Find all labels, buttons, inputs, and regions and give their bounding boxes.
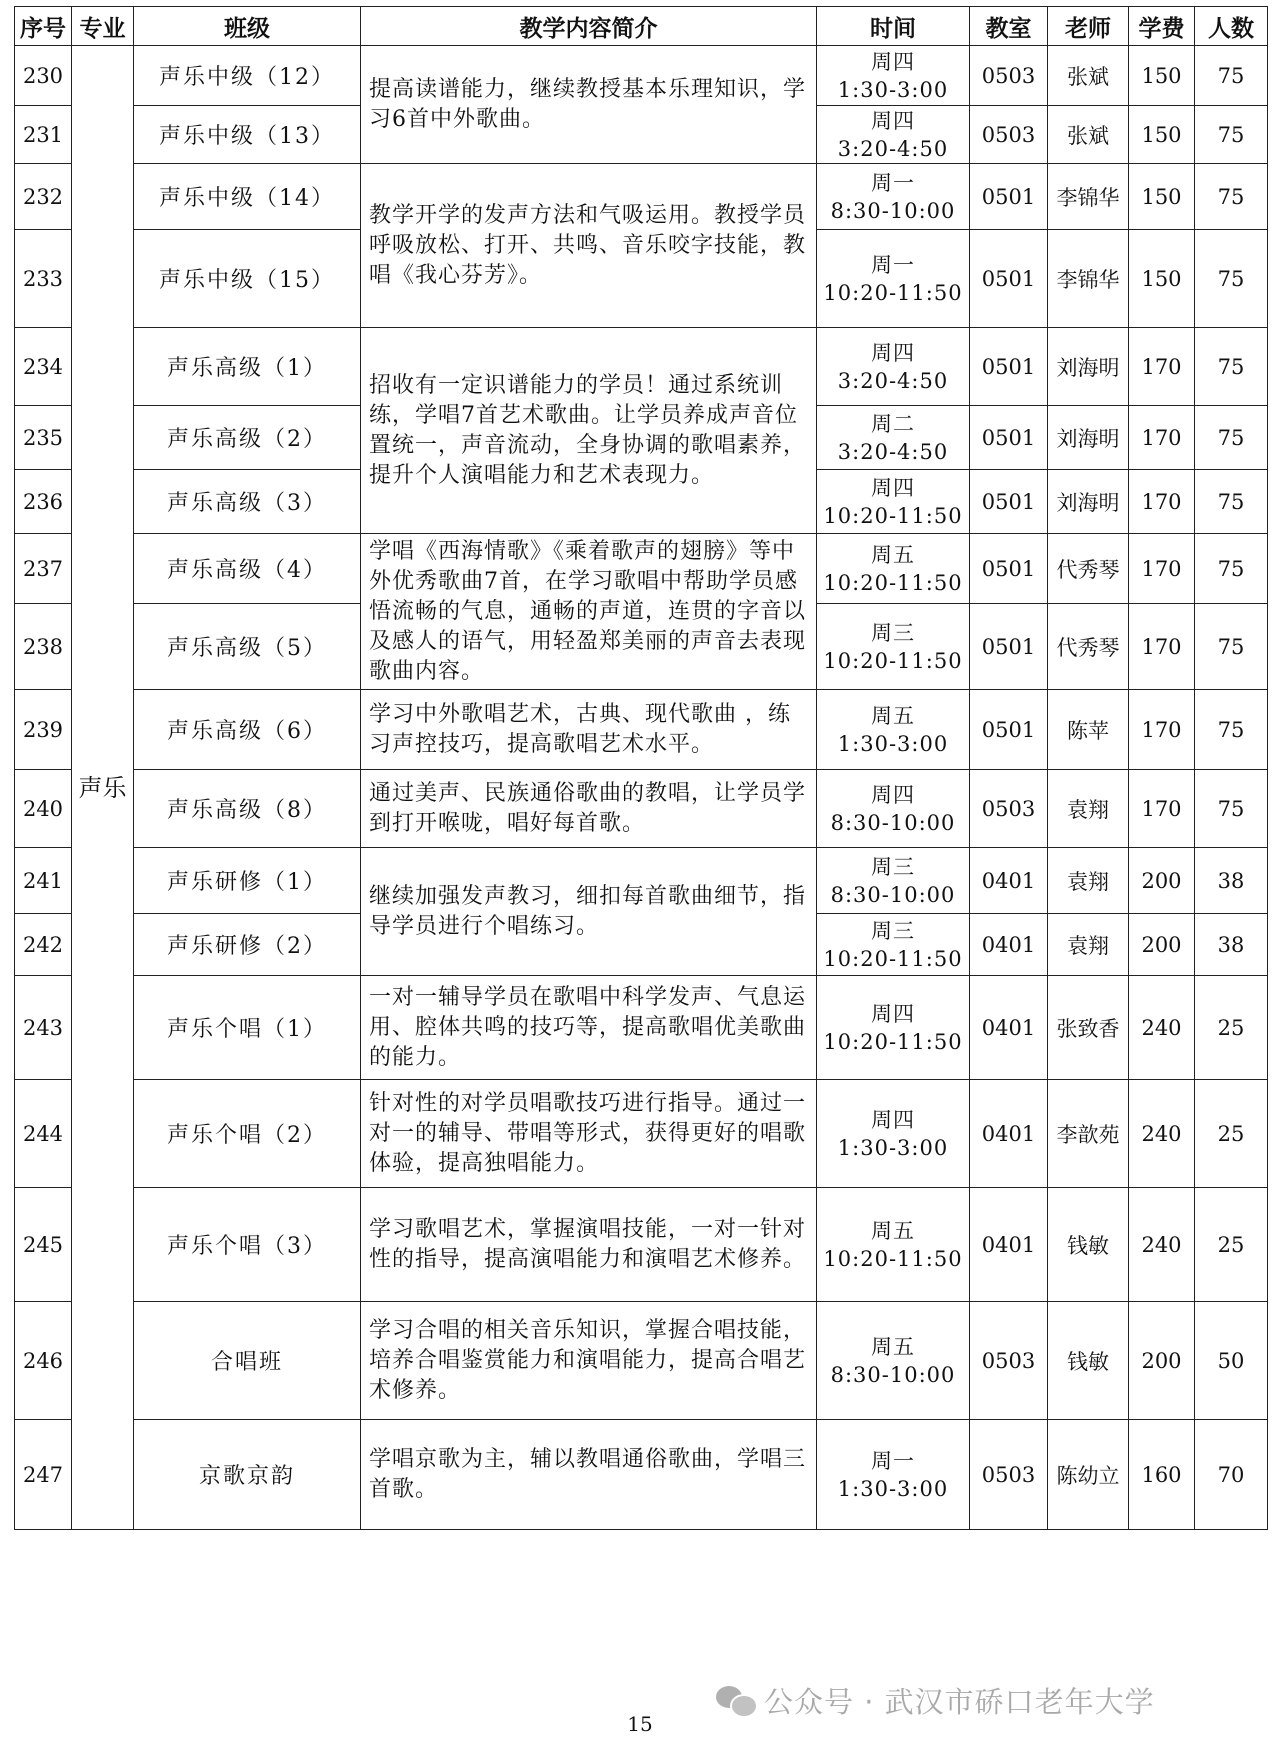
time-cell xyxy=(817,1302,970,1420)
class-name: 声乐中级（14） xyxy=(134,164,361,230)
row-number: 247 xyxy=(15,1420,72,1530)
row-number: 246 xyxy=(15,1302,72,1420)
table-row xyxy=(15,1420,1268,1530)
teacher-cell: 李锦华 xyxy=(1048,164,1129,230)
room-cell: 0503 xyxy=(970,770,1048,848)
fee-cell: 150 xyxy=(1129,164,1195,230)
time-cell xyxy=(817,976,970,1080)
description-cell: 学习歌唱艺术，掌握演唱技能，一对一针对性的指导，提高演唱能力和演唱艺术修养。 xyxy=(361,1188,817,1302)
count-cell: 75 xyxy=(1195,46,1268,106)
row-number: 234 xyxy=(15,328,72,406)
weekday: 周五 xyxy=(871,1218,915,1243)
row-number: 232 xyxy=(15,164,72,230)
teacher-cell: 张斌 xyxy=(1048,106,1129,164)
time-range: 8:30-10:00 xyxy=(830,810,956,835)
header-row xyxy=(15,7,1268,46)
time-cell xyxy=(817,328,970,406)
time-cell xyxy=(817,914,970,976)
count-cell: 75 xyxy=(1195,770,1268,848)
row-number: 230 xyxy=(15,46,72,106)
time-range: 10:20-11:50 xyxy=(823,280,963,305)
time-cell xyxy=(817,1420,970,1530)
time-range: 1:30-3:00 xyxy=(837,1135,949,1160)
weekday: 周四 xyxy=(871,49,915,74)
room-cell: 0501 xyxy=(970,164,1048,230)
row-number: 241 xyxy=(15,848,72,914)
class-name: 声乐研修（1） xyxy=(134,848,361,914)
time-cell xyxy=(817,406,970,470)
class-name: 声乐高级（4） xyxy=(134,534,361,604)
time-cell xyxy=(817,164,970,230)
page-number: 15 xyxy=(627,1712,653,1736)
weekday: 周五 xyxy=(871,703,915,728)
row-number: 238 xyxy=(15,604,72,690)
weekday: 周三 xyxy=(871,620,915,645)
description-cell: 针对性的对学员唱歌技巧进行指导。通过一对一的辅导、带唱等形式，获得更好的唱歌体验，提高独唱能力。 xyxy=(361,1080,817,1188)
teacher-cell: 刘海明 xyxy=(1048,328,1129,406)
count-cell: 25 xyxy=(1195,1080,1268,1188)
header-no: 序号 xyxy=(15,7,72,46)
description-cell: 继续加强发声教习，细扣每首歌曲细节，指导学员进行个唱练习。 xyxy=(361,848,817,976)
weekday: 周五 xyxy=(871,542,915,567)
time-range: 1:30-3:00 xyxy=(837,77,949,102)
teacher-cell: 袁翔 xyxy=(1048,770,1129,848)
time-range: 10:20-11:50 xyxy=(823,503,963,528)
count-cell: 75 xyxy=(1195,690,1268,770)
fee-cell: 240 xyxy=(1129,1080,1195,1188)
table-row xyxy=(15,770,1268,848)
time-range: 10:20-11:50 xyxy=(823,1246,963,1271)
teacher-cell: 刘海明 xyxy=(1048,406,1129,470)
teacher-cell: 钱敏 xyxy=(1048,1188,1129,1302)
teacher-cell: 张致香 xyxy=(1048,976,1129,1080)
class-name: 京歌京韵 xyxy=(134,1420,361,1530)
weekday: 周四 xyxy=(871,1001,915,1026)
count-cell: 50 xyxy=(1195,1302,1268,1420)
count-cell: 38 xyxy=(1195,848,1268,914)
class-name: 声乐中级（15） xyxy=(134,230,361,328)
fee-cell: 200 xyxy=(1129,914,1195,976)
weekday: 周四 xyxy=(871,1107,915,1132)
time-cell xyxy=(817,604,970,690)
table-row xyxy=(15,1302,1268,1420)
count-cell: 70 xyxy=(1195,1420,1268,1530)
count-cell: 75 xyxy=(1195,470,1268,534)
room-cell: 0401 xyxy=(970,1188,1048,1302)
header-room: 教室 xyxy=(970,7,1048,46)
room-cell: 0503 xyxy=(970,1302,1048,1420)
watermark-text: 公众号 · 武汉市硚口老年大学 xyxy=(764,1684,1155,1719)
description-cell: 学唱京歌为主，辅以教唱通俗歌曲，学唱三首歌。 xyxy=(361,1420,817,1530)
description-cell: 学习合唱的相关音乐知识，掌握合唱技能，培养合唱鉴赏能力和演唱能力，提高合唱艺术修养。 xyxy=(361,1302,817,1420)
header-fee: 学费 xyxy=(1129,7,1195,46)
description-cell: 学习中外歌唱艺术，古典、现代歌曲 ，练习声控技巧，提高歌唱艺术水平。 xyxy=(361,690,817,770)
class-name: 声乐高级（1） xyxy=(134,328,361,406)
weekday: 周四 xyxy=(871,108,915,133)
room-cell: 0503 xyxy=(970,46,1048,106)
teacher-cell: 刘海明 xyxy=(1048,470,1129,534)
time-range: 3:20-4:50 xyxy=(837,136,949,161)
class-name: 声乐中级（13） xyxy=(134,106,361,164)
time-range: 10:20-11:50 xyxy=(823,946,963,971)
description-cell: 通过美声、民族通俗歌曲的教唱，让学员学到打开喉咙，唱好每首歌。 xyxy=(361,770,817,848)
fee-cell: 170 xyxy=(1129,534,1195,604)
major-cell: 声乐 xyxy=(72,46,134,1530)
weekday: 周三 xyxy=(871,918,915,943)
header-time: 时间 xyxy=(817,7,970,46)
header-class: 班级 xyxy=(134,7,361,46)
row-number: 243 xyxy=(15,976,72,1080)
header-count: 人数 xyxy=(1195,7,1268,46)
class-name: 声乐个唱（2） xyxy=(134,1080,361,1188)
row-number: 237 xyxy=(15,534,72,604)
fee-cell: 170 xyxy=(1129,770,1195,848)
room-cell: 0401 xyxy=(970,914,1048,976)
class-name: 声乐高级（8） xyxy=(134,770,361,848)
weekday: 周四 xyxy=(871,475,915,500)
count-cell: 25 xyxy=(1195,1188,1268,1302)
fee-cell: 240 xyxy=(1129,976,1195,1080)
description-cell: 招收有一定识谱能力的学员！通过系统训练，学唱7首艺术歌曲。让学员养成声音位置统一，声音流动，全身协调的歌唱素养，提升个人演唱能力和艺术表现力。 xyxy=(361,328,817,534)
row-number: 245 xyxy=(15,1188,72,1302)
table-row xyxy=(15,1188,1268,1302)
description-cell: 提高读谱能力，继续教授基本乐理知识，学习6首中外歌曲。 xyxy=(361,46,817,164)
count-cell: 75 xyxy=(1195,230,1268,328)
table-row xyxy=(15,1080,1268,1188)
time-range: 3:20-4:50 xyxy=(837,439,949,464)
count-cell: 75 xyxy=(1195,406,1268,470)
table-row xyxy=(15,976,1268,1080)
row-number: 239 xyxy=(15,690,72,770)
fee-cell: 170 xyxy=(1129,328,1195,406)
room-cell: 0501 xyxy=(970,328,1048,406)
count-cell: 38 xyxy=(1195,914,1268,976)
table-row xyxy=(15,690,1268,770)
course-schedule-table xyxy=(14,6,1268,1530)
row-number: 242 xyxy=(15,914,72,976)
class-name: 声乐个唱（3） xyxy=(134,1188,361,1302)
weekday: 周五 xyxy=(871,1334,915,1359)
teacher-cell: 钱敏 xyxy=(1048,1302,1129,1420)
teacher-cell: 陈幼立 xyxy=(1048,1420,1129,1530)
count-cell: 75 xyxy=(1195,534,1268,604)
row-number: 244 xyxy=(15,1080,72,1188)
room-cell: 0401 xyxy=(970,1080,1048,1188)
time-cell xyxy=(817,534,970,604)
room-cell: 0401 xyxy=(970,848,1048,914)
time-cell xyxy=(817,106,970,164)
weekday: 周一 xyxy=(871,1448,915,1473)
time-range: 10:20-11:50 xyxy=(823,648,963,673)
row-number: 236 xyxy=(15,470,72,534)
room-cell: 0501 xyxy=(970,534,1048,604)
class-name: 声乐高级（3） xyxy=(134,470,361,534)
teacher-cell: 张斌 xyxy=(1048,46,1129,106)
fee-cell: 200 xyxy=(1129,848,1195,914)
fee-cell: 150 xyxy=(1129,46,1195,106)
count-cell: 75 xyxy=(1195,164,1268,230)
time-cell xyxy=(817,230,970,328)
time-cell xyxy=(817,470,970,534)
teacher-cell: 李歆苑 xyxy=(1048,1080,1129,1188)
fee-cell: 240 xyxy=(1129,1188,1195,1302)
class-name: 声乐个唱（1） xyxy=(134,976,361,1080)
fee-cell: 160 xyxy=(1129,1420,1195,1530)
fee-cell: 200 xyxy=(1129,1302,1195,1420)
class-name: 声乐高级（5） xyxy=(134,604,361,690)
fee-cell: 170 xyxy=(1129,470,1195,534)
teacher-cell: 袁翔 xyxy=(1048,848,1129,914)
table-row xyxy=(15,46,1268,106)
time-range: 1:30-3:00 xyxy=(837,731,949,756)
time-range: 3:20-4:50 xyxy=(837,368,949,393)
header-teacher: 老师 xyxy=(1048,7,1129,46)
class-name: 声乐高级（6） xyxy=(134,690,361,770)
header-description: 教学内容简介 xyxy=(361,7,817,46)
time-cell xyxy=(817,1188,970,1302)
weekday: 周三 xyxy=(871,854,915,879)
row-number: 240 xyxy=(15,770,72,848)
count-cell: 25 xyxy=(1195,976,1268,1080)
time-range: 8:30-10:00 xyxy=(830,198,956,223)
count-cell: 75 xyxy=(1195,604,1268,690)
fee-cell: 170 xyxy=(1129,604,1195,690)
teacher-cell: 陈苹 xyxy=(1048,690,1129,770)
time-cell xyxy=(817,770,970,848)
table-row xyxy=(15,534,1268,604)
description-cell: 学唱《西海情歌》《乘着歌声的翅膀》等中外优秀歌曲7首，在学习歌唱中帮助学员感悟流畅的气息，通畅的声道，连贯的字音以及感人的语气，用轻盈郑美丽的声音去表现歌曲内容。 xyxy=(361,534,817,690)
description-cell: 教学开学的发声方法和气吸运用。教授学员呼吸放松、打开、共鸣、音乐咬字技能，教唱《我心芬芳》。 xyxy=(361,164,817,328)
time-range: 10:20-11:50 xyxy=(823,570,963,595)
class-name: 声乐高级（2） xyxy=(134,406,361,470)
time-range: 8:30-10:00 xyxy=(830,1362,956,1387)
time-range: 10:20-11:50 xyxy=(823,1029,963,1054)
time-cell xyxy=(817,690,970,770)
teacher-cell: 袁翔 xyxy=(1048,914,1129,976)
fee-cell: 150 xyxy=(1129,230,1195,328)
room-cell: 0501 xyxy=(970,470,1048,534)
weekday: 周一 xyxy=(871,170,915,195)
room-cell: 0503 xyxy=(970,1420,1048,1530)
weekday: 周二 xyxy=(871,411,915,436)
table-row xyxy=(15,164,1268,230)
time-cell xyxy=(817,1080,970,1188)
room-cell: 0501 xyxy=(970,690,1048,770)
row-number: 233 xyxy=(15,230,72,328)
time-cell xyxy=(817,848,970,914)
table-row xyxy=(15,328,1268,406)
time-cell xyxy=(817,46,970,106)
row-number: 235 xyxy=(15,406,72,470)
description-cell: 一对一辅导学员在歌唱中科学发声、气息运用、腔体共鸣的技巧等，提高歌唱优美歌曲的能力。 xyxy=(361,976,817,1080)
fee-cell: 170 xyxy=(1129,406,1195,470)
room-cell: 0401 xyxy=(970,976,1048,1080)
room-cell: 0501 xyxy=(970,230,1048,328)
teacher-cell: 李锦华 xyxy=(1048,230,1129,328)
row-number: 231 xyxy=(15,106,72,164)
teacher-cell: 代秀琴 xyxy=(1048,534,1129,604)
time-range: 1:30-3:00 xyxy=(837,1476,949,1501)
fee-cell: 150 xyxy=(1129,106,1195,164)
room-cell: 0503 xyxy=(970,106,1048,164)
class-name: 合唱班 xyxy=(134,1302,361,1420)
class-name: 声乐研修（2） xyxy=(134,914,361,976)
class-name: 声乐中级（12） xyxy=(134,46,361,106)
count-cell: 75 xyxy=(1195,106,1268,164)
table-row xyxy=(15,848,1268,914)
fee-cell: 170 xyxy=(1129,690,1195,770)
room-cell: 0501 xyxy=(970,406,1048,470)
header-major: 专业 xyxy=(72,7,134,46)
count-cell: 75 xyxy=(1195,328,1268,406)
weekday: 周四 xyxy=(871,340,915,365)
time-range: 8:30-10:00 xyxy=(830,882,956,907)
weekday: 周四 xyxy=(871,782,915,807)
room-cell: 0501 xyxy=(970,604,1048,690)
weekday: 周一 xyxy=(871,252,915,277)
teacher-cell: 代秀琴 xyxy=(1048,604,1129,690)
